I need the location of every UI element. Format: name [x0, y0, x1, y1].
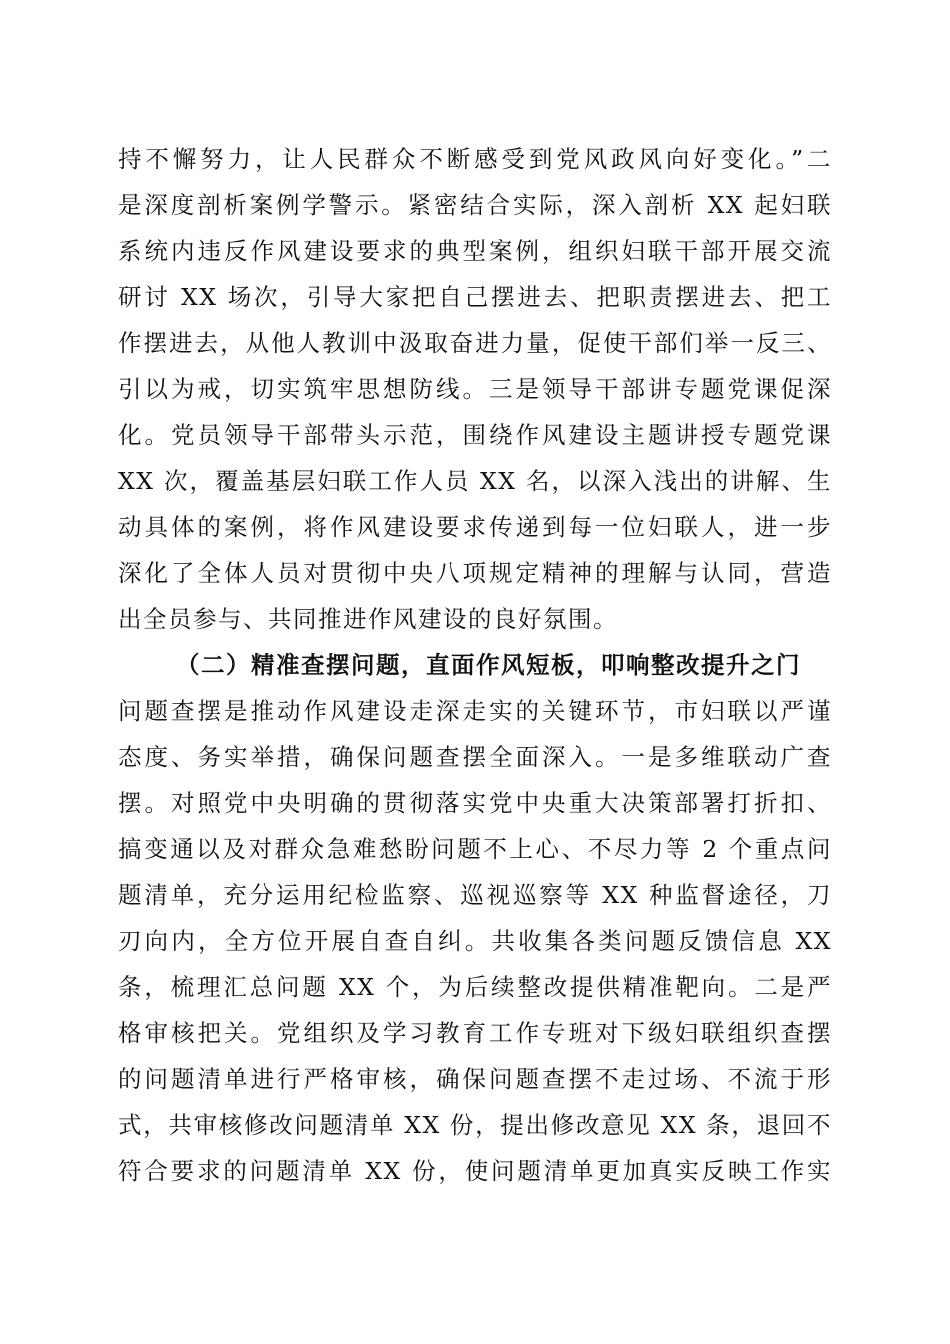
text-line: 刃向内，全方位开展自查自纠。共收集各类问题反馈信息 XX — [118, 927, 832, 955]
text-line: 作摆进去，从他人教训中汲取奋进力量，促使干部们举一反三、 — [118, 329, 832, 357]
text-line: 引以为戒，切实筑牢思想防线。三是领导干部讲专题党课促深 — [118, 375, 832, 403]
text-line: 格审核把关。党组织及学习教育工作专班对下级妇联组织查摆 — [118, 1019, 832, 1047]
text-line: 出全员参与、共同推进作风建设的良好氛围。 — [118, 605, 618, 633]
text-line: XX 次，覆盖基层妇联工作人员 XX 名，以深入浅出的讲解、生 — [118, 467, 832, 495]
text-line: 摆。对照党中央明确的贯彻落实党中央重大决策部署打折扣、 — [118, 789, 832, 817]
text-line: 是深度剖析案例学警示。紧密结合实际，深入剖析 XX 起妇联 — [118, 191, 832, 219]
text-line: 题清单，充分运用纪检监察、巡视巡察等 XX 种监督途径，刀 — [118, 881, 832, 909]
section-heading: （二）精准查摆问题，直面作风短板，叩响整改提升之门 — [176, 651, 801, 679]
text-line: 化。党员领导干部带头示范，围绕作风建设主题讲授专题党课 — [118, 421, 832, 449]
text-line: 态度、务实举措，确保问题查摆全面深入。一是多维联动广查 — [118, 743, 832, 771]
text-line: 搞变通以及对群众急难愁盼问题不上心、不尽力等 2 个重点问 — [118, 835, 832, 863]
text-line: 的问题清单进行严格审核，确保问题查摆不走过场、不流于形 — [118, 1065, 832, 1093]
text-line: 符合要求的问题清单 XX 份，使问题清单更加真实反映工作实 — [118, 1157, 832, 1185]
text-line: 动具体的案例，将作风建设要求传递到每一位妇联人，进一步 — [118, 513, 832, 541]
text-line: 问题查摆是推动作风建设走深走实的关键环节，市妇联以严谨 — [118, 697, 832, 725]
text-line: 式，共审核修改问题清单 XX 份，提出修改意见 XX 条，退回不 — [118, 1111, 832, 1139]
text-line: 持不懈努力，让人民群众不断感受到党风政风向好变化。”二 — [118, 145, 832, 173]
text-line: 研讨 XX 场次，引导大家把自己摆进去、把职责摆进去、把工 — [118, 283, 832, 311]
text-line: 深化了全体人员对贯彻中央八项规定精神的理解与认同，营造 — [118, 559, 832, 587]
text-line: 系统内违反作风建设要求的典型案例，组织妇联干部开展交流 — [118, 237, 832, 265]
document-page — [118, 136, 832, 1194]
text-line: 条，梳理汇总问题 XX 个，为后续整改提供精准靶向。二是严 — [118, 973, 832, 1001]
